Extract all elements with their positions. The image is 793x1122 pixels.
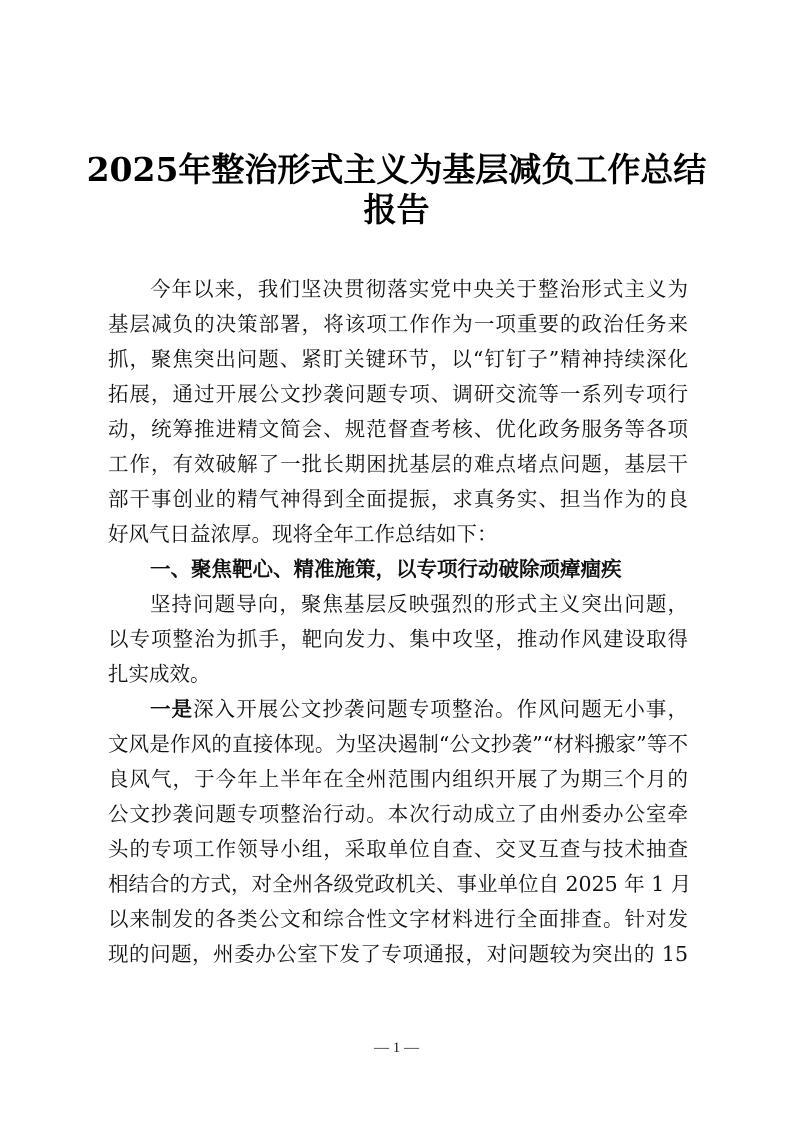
paragraph-3-first-text: 深入开展公文抄袭问题专项整治。作风问题无小事， <box>193 697 688 721</box>
paragraph-1-line: 抓，聚焦突出问题、紧盯关键环节，以“钉钉子”精神持续深化 <box>108 347 688 371</box>
paragraph-3-first-line <box>150 695 688 723</box>
paragraph-3-lead: 一是 <box>150 697 194 721</box>
paragraph-3-line: 文风是作风的直接体现。为坚决遏制“公文抄袭”“材料搬家”等不 <box>108 732 688 756</box>
paragraph-1-line: 工作，有效破解了一批长期困扰基层的难点堵点问题，基层干 <box>108 452 688 476</box>
paragraph-2-line: 坚持问题导向，聚焦基层反映强烈的形式主义突出问题， <box>150 592 688 616</box>
paragraph-2-line: 扎实成效。 <box>108 662 211 686</box>
paragraph-1-line: 部干事创业的精气神得到全面提振，求真务实、担当作为的良 <box>108 487 688 511</box>
document-title-line-2: 报告 <box>363 190 430 229</box>
paragraph-3-line: 以来制发的各类公文和综合性文字材料进行全面排查。针对发 <box>108 907 688 931</box>
paragraph-3-line: 相结合的方式，对全州各级党政机关、事业单位自 2025 年 1 月 <box>108 872 692 896</box>
paragraph-1-line: 基层减负的决策部署，将该项工作作为一项重要的政治任务来 <box>108 312 688 336</box>
paragraph-2-line: 以专项整治为抓手，靶向发力、集中攻坚，推动作风建设取得 <box>108 627 688 651</box>
paragraph-3-line: 公文抄袭问题专项整治行动。本次行动成立了由州委办公室牵 <box>108 802 688 826</box>
paragraph-3-line: 良风气，于今年上半年在全州范围内组织开展了为期三个月的 <box>108 767 688 791</box>
paragraph-1-line: 拓展，通过开展公文抄袭问题专项、调研交流等一系列专项行 <box>108 382 688 406</box>
paragraph-1-line: 动，统筹推进精文简会、规范督查考核、优化政务服务等各项 <box>108 417 688 441</box>
document-title-line-1: 2025年整治形式主义为基层减负工作总结 <box>86 150 707 189</box>
paragraph-1-line: 好风气日益浓厚。现将全年工作总结如下： <box>108 522 498 546</box>
page-number: — 1 — <box>374 1040 419 1056</box>
section-heading-1: 一、聚焦靶心、精准施策，以专项行动破除顽瘴痼疾 <box>150 557 622 581</box>
paragraph-3-line: 现的问题，州委办公室下发了专项通报，对问题较为突出的 15 <box>108 942 688 966</box>
paragraph-3-line: 头的专项工作领导小组，采取单位自查、交叉互查与技术抽查 <box>108 837 688 861</box>
paragraph-1-line: 今年以来，我们坚决贯彻落实党中央关于整治形式主义为 <box>150 277 688 301</box>
